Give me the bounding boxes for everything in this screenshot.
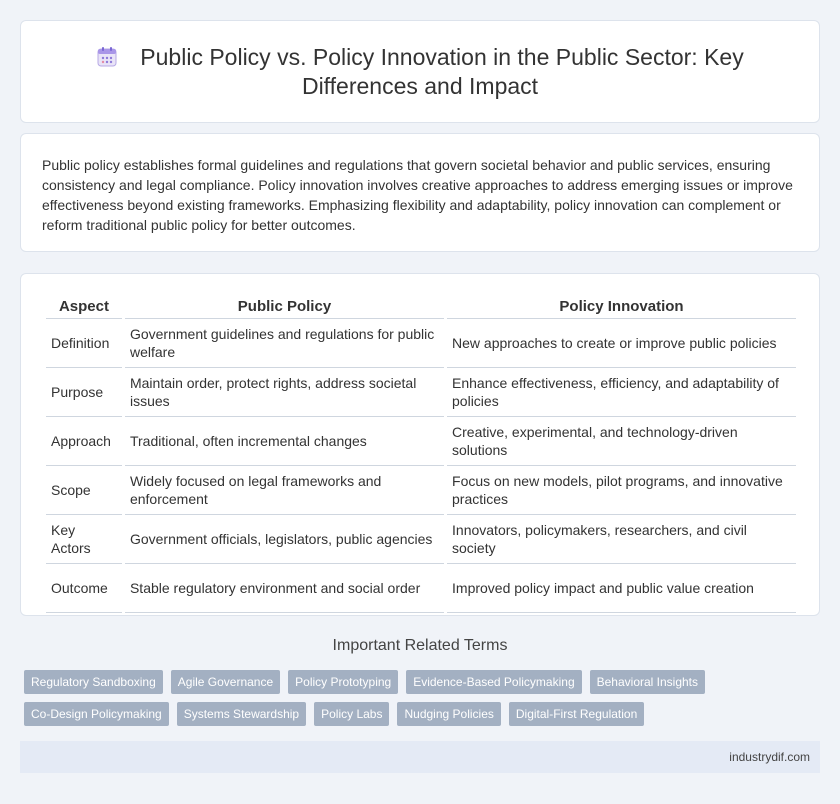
table-row [46,564,796,613]
header-policy-innovation: Policy Innovation [447,294,796,319]
tag-agile-governance[interactable]: Agile Governance [171,670,280,694]
cell-public-policy: Government guidelines and regulations for public welfare [125,319,444,368]
cell-aspect: Key Actors [46,515,122,564]
title-card [20,20,820,123]
page-title: Public Policy vs. Policy Innovation in the Public Sector: Key Differences and Impact [140,44,744,99]
related-terms-tags [24,670,814,734]
tag-policy-prototyping[interactable]: Policy Prototyping [288,670,398,694]
related-terms-title: Important Related Terms [332,637,508,654]
comparison-card [20,273,820,616]
cell-policy-innovation: Creative, experimental, and technology-driven solutions [447,417,796,466]
cell-policy-innovation: Improved policy impact and public value creation [447,564,796,613]
cell-public-policy: Stable regulatory environment and social order [125,564,444,613]
cell-aspect: Definition [46,319,122,368]
table-row [46,368,796,417]
tag-co-design-policymaking[interactable]: Co-Design Policymaking [24,702,169,726]
cell-policy-innovation: Innovators, policymakers, researchers, and civil society [447,515,796,564]
calendar-icon [96,46,118,68]
cell-policy-innovation: Focus on new models, pilot programs, and innovative practices [447,466,796,515]
table-row [46,466,796,515]
cell-public-policy: Maintain order, protect rights, address societal issues [125,368,444,417]
cell-public-policy: Widely focused on legal frameworks and enforcement [125,466,444,515]
cell-policy-innovation: Enhance effectiveness, efficiency, and adaptability of policies [447,368,796,417]
tag-evidence-based-policymaking[interactable]: Evidence-Based Policymaking [406,670,581,694]
footer-site[interactable]: industrydif.com [729,750,810,764]
tag-nudging-policies[interactable]: Nudging Policies [397,702,500,726]
intro-card [20,133,820,252]
table-row [46,417,796,466]
comparison-table [43,294,799,613]
cell-public-policy: Government officials, legislators, public agencies [125,515,444,564]
intro-paragraph: Public policy establishes formal guidelines and regulations that govern societal behavior and public services, ensuring consistency and legal compliance. Policy innovation involves creative approaches to address emerging issues or improve effectiveness beyond existing frameworks. Emphasizing flexibility and adaptability, policy innovation can complement or reform traditional public policy for better outcomes. [42,157,793,233]
cell-policy-innovation: New approaches to create or improve public policies [447,319,796,368]
page-title-wrap [21,43,819,101]
cell-aspect: Approach [46,417,122,466]
tag-row [24,670,814,694]
tag-digital-first-regulation[interactable]: Digital-First Regulation [509,702,644,726]
table-row [46,319,796,368]
cell-aspect: Outcome [46,564,122,613]
tag-systems-stewardship[interactable]: Systems Stewardship [177,702,306,726]
header-public-policy: Public Policy [125,294,444,319]
header-aspect: Aspect [46,294,122,319]
table-header-row [46,294,796,319]
tag-regulatory-sandboxing[interactable]: Regulatory Sandboxing [24,670,163,694]
cell-aspect: Purpose [46,368,122,417]
tag-policy-labs[interactable]: Policy Labs [314,702,389,726]
cell-public-policy: Traditional, often incremental changes [125,417,444,466]
tag-behavioral-insights[interactable]: Behavioral Insights [590,670,705,694]
footer [20,741,820,773]
tag-row [24,702,814,726]
table-row [46,515,796,564]
cell-aspect: Scope [46,466,122,515]
